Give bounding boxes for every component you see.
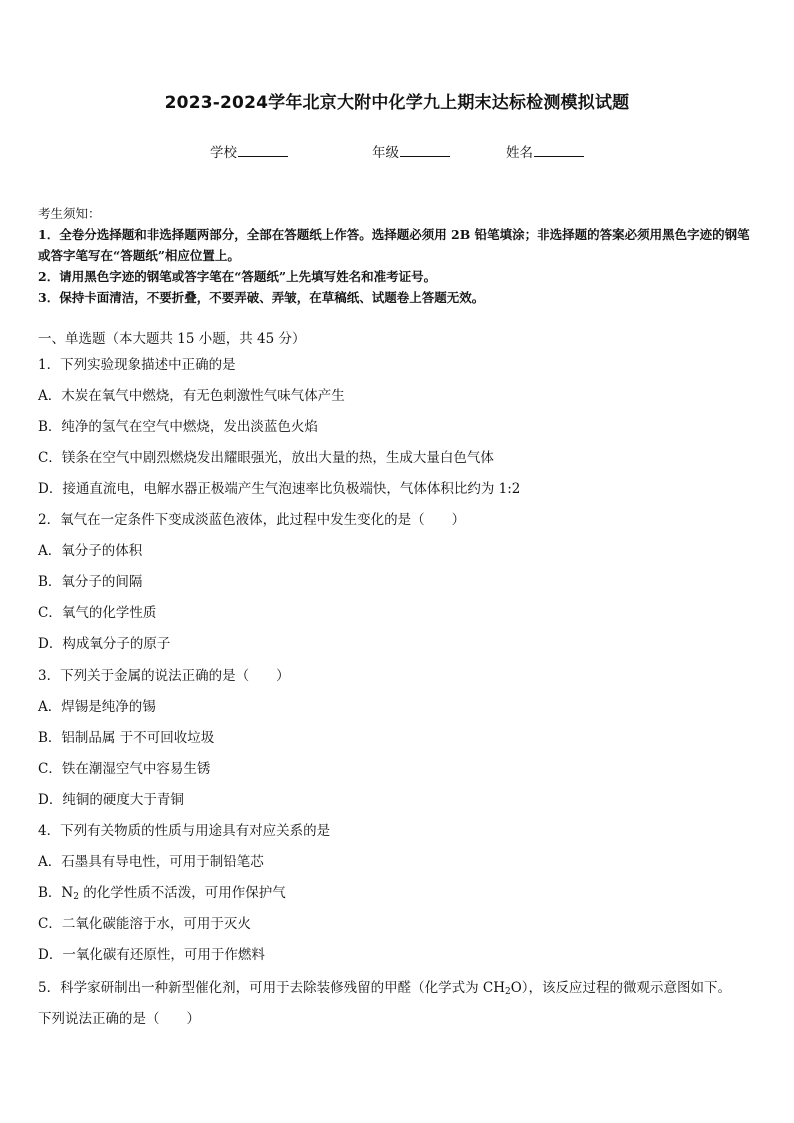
notice-item-1: 1．全卷分选择题和非选择题两部分，全部在答题纸上作答。选择题必须用 2B 铅笔填涂；非选择题的答案必须用黑色字迹的钢笔或答字笔写在“答题纸”相应位置上。 [38, 227, 750, 263]
question-4-option-b-post: 的化学性质不活泼，可用作保护气 [78, 885, 286, 901]
question-1-option-c: C．镁条在空气中剧烈燃烧发出耀眼强光，放出大量的热，生成大量白色气体 [38, 450, 494, 466]
name-field [506, 141, 584, 161]
question-4-option-b-pre: B．N [38, 885, 74, 901]
school-label: 学校 [210, 145, 237, 161]
school-field [210, 141, 288, 161]
notice-heading: 考生须知： [38, 206, 101, 221]
question-5-stem-pre: 5．科学家研制出一种新型催化剂，可用于去除装修残留的甲醛（化学式为 CH [38, 980, 505, 996]
notice-item-3: 3．保持卡面清洁，不要折叠，不要弄破、弄皱，在草稿纸、试题卷上答题无效。 [38, 290, 485, 305]
question-5-stem [38, 976, 731, 997]
grade-label: 年级 [372, 145, 399, 161]
question-4-option-b [38, 881, 286, 902]
question-2-stem: 2．氧气在一定条件下变成淡蓝色液体，此过程中发生变化的是（ ） [38, 512, 466, 528]
question-3-option-b: B．铝制品属 于不可回收垃圾 [38, 730, 215, 746]
question-4-option-c: C．二氧化碳能溶于水，可用于灭火 [38, 916, 251, 932]
question-1-stem: 1．下列实验现象描述中正确的是 [38, 357, 236, 373]
question-5-stem-post: O），该反应过程的微观示意图如下。 [510, 980, 732, 996]
question-4-stem: 4．下列有关物质的性质与用途具有对应关系的是 [38, 823, 331, 839]
grade-blank[interactable] [400, 144, 450, 157]
question-5-stem-line2: 下列说法正确的是（ ） [38, 1011, 200, 1027]
question-2-option-b: B．氧分子的间隔 [38, 574, 143, 590]
question-3-option-d: D．纯铜的硬度大于青铜 [38, 792, 184, 808]
section-title: 一、单选题（本大题共 15 小题，共 45 分） [38, 331, 306, 347]
question-2-option-a: A．氧分子的体积 [38, 543, 143, 559]
question-4-option-b-sub: 2 [73, 892, 79, 902]
question-3-option-a: A．焊锡是纯净的锡 [38, 699, 156, 715]
question-1-option-a: A．木炭在氧气中燃烧，有无色刺激性气味气体产生 [38, 388, 345, 404]
question-4-option-d: D．一氧化碳有还原性，可用于作燃料 [38, 947, 265, 963]
question-2-option-d: D．构成氧分子的原子 [38, 636, 171, 652]
question-1-option-b: B．纯净的氢气在空气中燃烧，发出淡蓝色火焰 [38, 419, 318, 435]
grade-field [372, 141, 450, 161]
question-3-stem: 3．下列关于金属的说法正确的是（ ） [38, 668, 290, 684]
exam-notice [38, 203, 758, 308]
notice-item-2: 2．请用黑色字迹的钢笔或答字笔在“答题纸”上先填写姓名和准考证号。 [38, 269, 437, 284]
question-2-option-c: C．氧气的化学性质 [38, 605, 157, 621]
question-5-stem-sub: 2 [504, 987, 511, 997]
page-title: 2023-2024学年北京大附中化学九上期末达标检测模拟试题 [164, 93, 630, 113]
school-blank[interactable] [238, 144, 288, 157]
question-4-option-a: A．石墨具有导电性，可用于制铅笔芯 [38, 854, 264, 870]
name-label: 姓名 [506, 145, 533, 161]
question-3-option-c: C．铁在潮湿空气中容易生锈 [38, 761, 211, 777]
name-blank[interactable] [534, 144, 584, 157]
question-1-option-d: D．接通直流电，电解水器正极端产生气泡速率比负极端快，气体体积比约为 1:2 [38, 481, 521, 497]
